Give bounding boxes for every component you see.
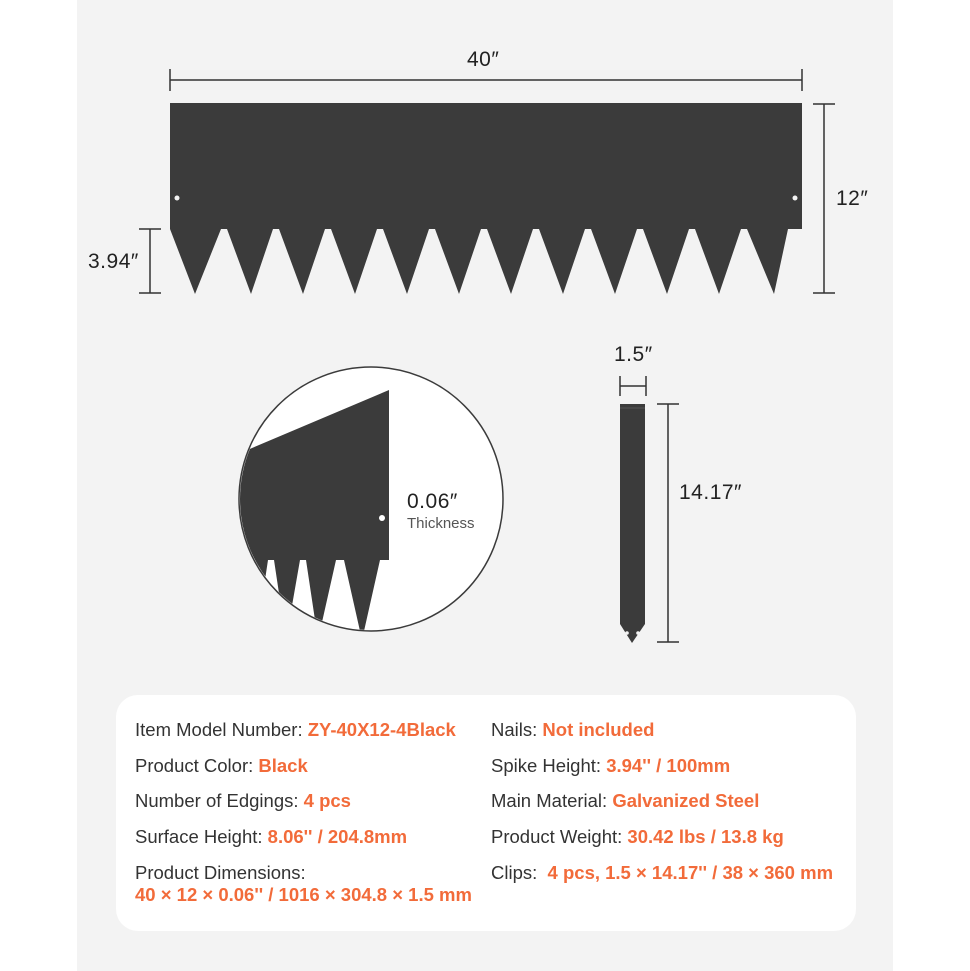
spec-weight bbox=[491, 826, 784, 848]
spec-model bbox=[135, 719, 456, 741]
clip-stake bbox=[620, 404, 645, 643]
clip-hole-right bbox=[636, 631, 640, 635]
spec-edgings bbox=[135, 790, 351, 812]
spec-weight-value: 30.42 lbs / 13.8 kg bbox=[627, 826, 784, 847]
height-label: 12″ bbox=[836, 187, 869, 210]
clip-width-dimension-line bbox=[620, 376, 646, 396]
spec-nails bbox=[491, 719, 654, 741]
clip-height-dimension-line bbox=[657, 404, 679, 642]
spike-height-label: 3.94″ bbox=[88, 250, 139, 273]
spec-material bbox=[491, 790, 759, 812]
clip-hole-left bbox=[625, 631, 629, 635]
nail-hole-right bbox=[793, 196, 798, 201]
spec-model-value: ZY-40X12-4Black bbox=[307, 719, 456, 740]
spike-height-dimension-line bbox=[139, 229, 161, 293]
spec-weight-label: Product Weight: bbox=[491, 826, 628, 847]
length-label: 40″ bbox=[467, 48, 500, 71]
spec-model-label: Item Model Number: bbox=[135, 719, 308, 740]
nail-hole-left bbox=[175, 196, 180, 201]
spec-edgings-label: Number of Edgings: bbox=[135, 790, 304, 811]
spec-material-label: Main Material: bbox=[491, 790, 613, 811]
spec-nails-label: Nails: bbox=[491, 719, 543, 740]
spec-clips bbox=[491, 862, 833, 884]
length-dimension-line bbox=[170, 69, 802, 91]
spec-edgings-value: 4 pcs bbox=[303, 790, 351, 811]
spec-material-value: Galvanized Steel bbox=[612, 790, 760, 811]
spec-dimensions bbox=[135, 862, 472, 906]
spec-dimensions-label: Product Dimensions: bbox=[135, 862, 306, 883]
spec-surface-height bbox=[135, 826, 407, 848]
spec-surface-height-value: 8.06'' / 204.8mm bbox=[267, 826, 408, 847]
height-dimension-line bbox=[813, 104, 835, 293]
spec-color bbox=[135, 755, 308, 777]
spec-clips-label: Clips: bbox=[491, 862, 548, 883]
clip-width-label: 1.5″ bbox=[614, 343, 653, 366]
spec-spike-height-value: 3.94'' / 100mm bbox=[606, 755, 731, 776]
spec-color-value: Black bbox=[258, 755, 308, 776]
spec-spike-height-label: Spike Height: bbox=[491, 755, 607, 776]
thickness-caption: Thickness bbox=[407, 515, 475, 532]
edging-panel bbox=[170, 103, 802, 294]
clip-height-label: 14.17″ bbox=[679, 481, 742, 504]
spec-nails-value: Not included bbox=[542, 719, 655, 740]
spec-surface-height-label: Surface Height: bbox=[135, 826, 268, 847]
thickness-value-label: 0.06″ bbox=[407, 490, 458, 513]
spec-color-label: Product Color: bbox=[135, 755, 259, 776]
spec-clips-value: 4 pcs, 1.5 × 14.17'' / 38 × 360 mm bbox=[547, 862, 834, 883]
spec-spike-height bbox=[491, 755, 730, 777]
spec-dimensions-value: 40 × 12 × 0.06'' / 1016 × 304.8 × 1.5 mm bbox=[135, 884, 472, 905]
